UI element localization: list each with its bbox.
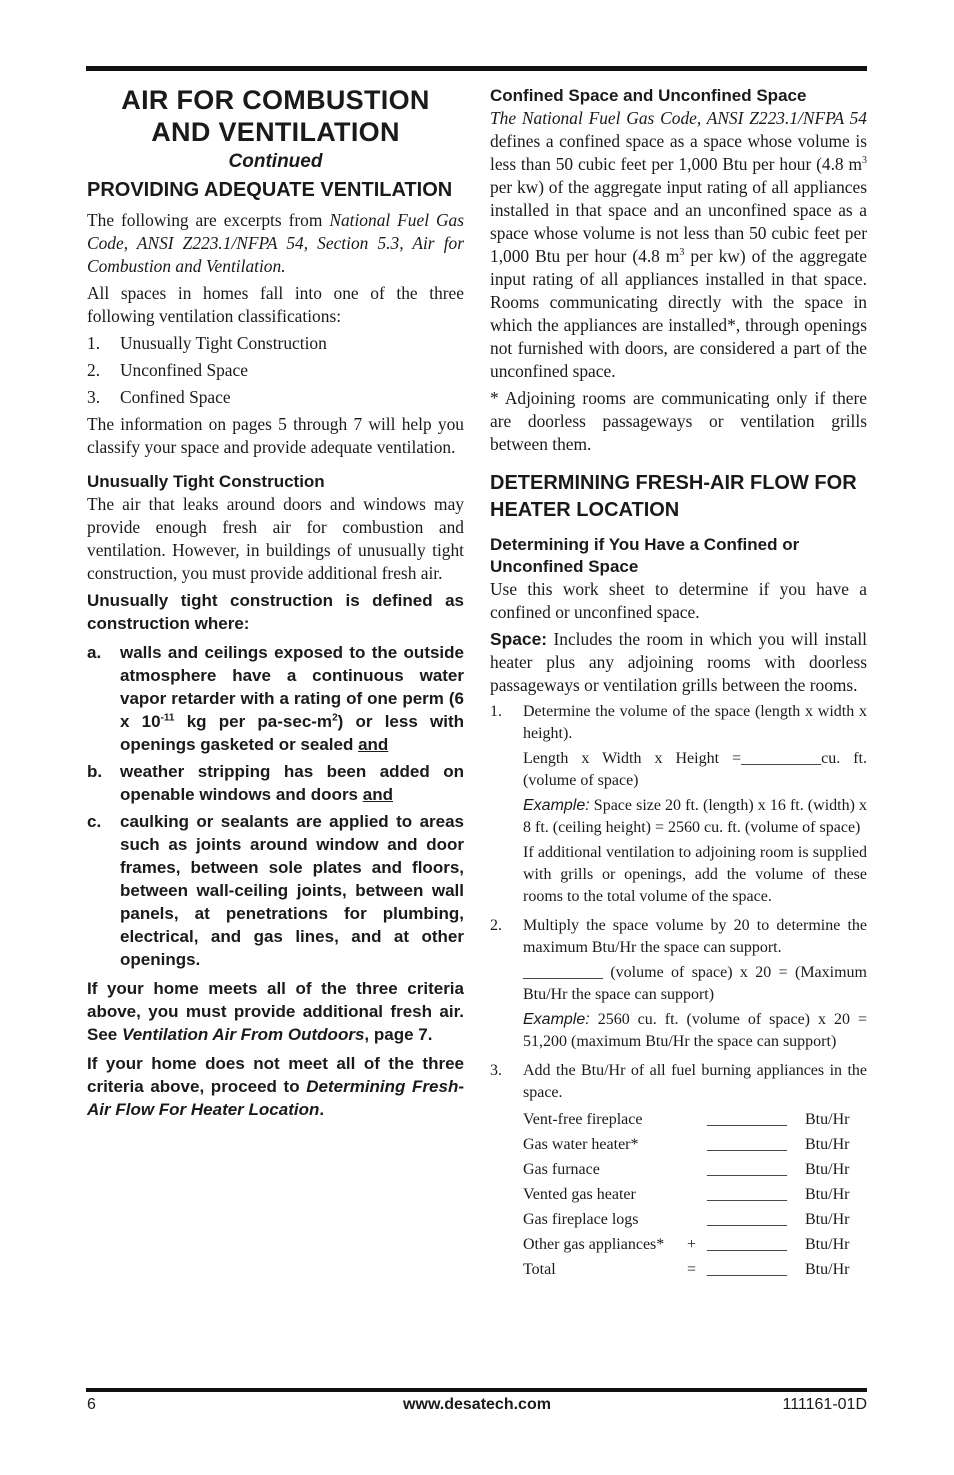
appliance-operator bbox=[687, 1132, 707, 1157]
meets-prefix: If your home meets all of the three criteria above, you must provide additional fresh air. See bbox=[87, 979, 464, 1044]
appliance-row bbox=[523, 1157, 867, 1182]
btu-formula: __________ (volume of space) x 20 = (Maximum Btu/Hr the space can support) bbox=[523, 964, 867, 1003]
notmeet-prefix: If your home does not meet all of the three criteria above, proceed to bbox=[87, 1054, 464, 1096]
notmeet-suffix: . bbox=[319, 1100, 325, 1119]
appliance-blank: __________ bbox=[707, 1236, 787, 1253]
meets-criteria-paragraph bbox=[87, 977, 464, 1046]
step-number: 1. bbox=[490, 703, 502, 720]
appliance-name: Vent-free fireplace bbox=[523, 1111, 643, 1128]
left-column bbox=[87, 84, 464, 1127]
appliance-total-row bbox=[523, 1257, 867, 1282]
worksheet-intro: Use this work sheet to determine if you have a confined or unconfined space. bbox=[490, 579, 867, 622]
right-column bbox=[490, 85, 867, 1286]
appliance-row bbox=[523, 1207, 867, 1232]
criteria-b-and: and bbox=[362, 785, 393, 804]
criteria-a-part1: walls and ceilings exposed to the outside atmosphere have a continuous water vapor retarder with a rating of one perm (6 x 10 bbox=[120, 643, 464, 731]
worksheet-steps bbox=[490, 701, 867, 1282]
appliance-unit: Btu/Hr bbox=[805, 1111, 850, 1128]
appliance-row bbox=[523, 1132, 867, 1157]
document-number: 111161-01D bbox=[782, 1396, 867, 1413]
criteria-a-and: and bbox=[358, 735, 389, 754]
list-number: 2. bbox=[87, 360, 101, 380]
meets-suffix: , page 7. bbox=[364, 1025, 433, 1044]
example-label: Example: bbox=[523, 797, 590, 814]
criteria-item-c bbox=[87, 810, 464, 971]
conf-superscript: 3 bbox=[862, 155, 867, 167]
criteria-a-part3: ) or less with openings gasketed or sealed bbox=[120, 712, 464, 754]
criteria-a-exponent: -11 bbox=[160, 712, 175, 724]
appliance-blank: __________ bbox=[707, 1211, 787, 1228]
title-line-1: AIR FOR COMBUSTION bbox=[121, 85, 430, 115]
conf-citation: The National Fuel Gas Code, ANSI Z223.1/NFPA 54 bbox=[490, 108, 867, 128]
not-meet-criteria-paragraph bbox=[87, 1052, 464, 1121]
appliance-blank: __________ bbox=[707, 1261, 787, 1278]
example-text: Space size 20 ft. (length) x 16 ft. (width) x 8 ft. (ceiling height) = 2560 cu. ft. (volume of space) bbox=[523, 797, 867, 836]
bottom-rule bbox=[86, 1388, 867, 1392]
step-body bbox=[523, 915, 867, 1056]
appliance-blank: __________ bbox=[707, 1186, 787, 1203]
step-1 bbox=[490, 701, 867, 911]
criteria-text: caulking or sealants are applied to areas such as joints around window and door frames, between sole plates and floors, between wall-ceiling joints, between wall panels, at penetrations for plumbing, electrical, and gas lines, and at other openings. bbox=[120, 812, 464, 969]
step-body bbox=[523, 1060, 867, 1282]
determining-heading: DETERMINING FRESH-AIR FLOW FOR HEATER LOCATION bbox=[490, 472, 857, 521]
confined-space-paragraph bbox=[490, 107, 867, 383]
list-number: 1. bbox=[87, 333, 101, 353]
notmeet-reference: Determining Fresh-Air Flow For Heater Location bbox=[87, 1077, 464, 1119]
criteria-text bbox=[120, 760, 464, 806]
list-item bbox=[87, 386, 464, 409]
continued-label: Continued bbox=[228, 151, 323, 172]
criteria-letter: b. bbox=[87, 762, 103, 781]
classification-list bbox=[87, 332, 464, 409]
website-url: www.desatech.com bbox=[403, 1396, 551, 1413]
appliance-unit: Btu/Hr bbox=[805, 1186, 850, 1203]
appliance-operator bbox=[687, 1107, 707, 1132]
conf-text-2: per kw) of the aggregate input rating of all appliances installed in that space and an unconfined space as a space whose volume is not less than 50 cubic feet per 1,000 Btu per hour (4.8 m bbox=[490, 177, 867, 266]
top-rule bbox=[86, 66, 867, 71]
classifications-intro: All spaces in homes fall into one of the three following ventilation classifications: bbox=[87, 283, 464, 326]
criteria-item-a bbox=[87, 641, 464, 756]
appliance-unit: Btu/Hr bbox=[805, 1261, 850, 1278]
appliance-row bbox=[523, 1182, 867, 1207]
step-number: 2. bbox=[490, 917, 502, 934]
step-text: Add the Btu/Hr of all fuel burning appliances in the space. bbox=[523, 1062, 867, 1101]
appliance-operator: + bbox=[687, 1236, 697, 1253]
title-line-2: AND VENTILATION bbox=[151, 117, 400, 147]
intro-citation: National Fuel Gas Code, ANSI Z223.1/NFPA 54, Section 5.3, Air for Combustion and Ventilation. bbox=[87, 210, 464, 276]
appliance-name: Other gas appliances* bbox=[523, 1236, 665, 1253]
conf-text-3: per kw) of the aggregate input rating of all appliances installed in that space. Rooms communicating directly with the space in which the appliances are installed*, through openings not furnished with doors, are considered a part of the unconfined space. bbox=[490, 246, 867, 381]
determining-subheading: Determining if You Have a Confined or Unconfined Space bbox=[490, 535, 800, 576]
appliance-operator bbox=[687, 1182, 707, 1207]
confined-space-heading: Confined Space and Unconfined Space bbox=[490, 86, 807, 105]
appliance-row bbox=[523, 1107, 867, 1132]
utc-definition: Unusually tight construction is defined as construction where: bbox=[87, 591, 464, 633]
appliance-blank: __________ bbox=[707, 1136, 787, 1153]
volume-formula: Length x Width x Height =__________cu. ft. (volume of space) bbox=[523, 750, 867, 789]
example-label: Example: bbox=[523, 1011, 590, 1028]
appliance-operator bbox=[687, 1157, 707, 1182]
example-text: 2560 cu. ft. (volume of space) x 20 = 51,200 (maximum Btu/Hr the space can support) bbox=[523, 1011, 867, 1050]
appliance-blank: __________ bbox=[707, 1161, 787, 1178]
section-title-ventilation: PROVIDING ADEQUATE VENTILATION bbox=[87, 179, 453, 201]
criteria-letter: c. bbox=[87, 812, 102, 831]
list-item bbox=[87, 359, 464, 382]
appliance-unit: Btu/Hr bbox=[805, 1211, 850, 1228]
step-example bbox=[523, 795, 867, 839]
appliance-unit: Btu/Hr bbox=[805, 1161, 850, 1178]
space-definition bbox=[490, 628, 867, 697]
step-3 bbox=[490, 1060, 867, 1282]
list-text: Unconfined Space bbox=[120, 360, 248, 380]
step-text: Determine the volume of the space (length x width x height). bbox=[523, 703, 867, 742]
conf-superscript-2: 3 bbox=[679, 247, 685, 259]
step-body bbox=[523, 701, 867, 911]
list-text: Confined Space bbox=[120, 387, 231, 407]
conf-text-1: defines a confined space as a space whose volume is less than 50 cubic feet per 1,000 Btu per hour (4.8 m bbox=[490, 131, 867, 174]
criteria-a-exponent-2: 2 bbox=[332, 712, 338, 724]
appliance-name: Total bbox=[523, 1261, 556, 1278]
intro-prefix: The following are excerpts from bbox=[87, 210, 330, 230]
appliance-table bbox=[523, 1107, 867, 1282]
appliance-operator: = bbox=[687, 1261, 697, 1278]
classify-help-paragraph: The information on pages 5 through 7 will help you classify your space and provide adequate ventilation. bbox=[87, 414, 464, 457]
list-item bbox=[87, 332, 464, 355]
step-example bbox=[523, 1009, 867, 1053]
page-title bbox=[87, 84, 464, 148]
utc-heading: Unusually Tight Construction bbox=[87, 472, 325, 491]
criteria-item-b bbox=[87, 760, 464, 806]
appliance-blank: __________ bbox=[707, 1111, 787, 1128]
list-number: 3. bbox=[87, 387, 101, 407]
appliance-row bbox=[523, 1232, 867, 1257]
criteria-letter: a. bbox=[87, 643, 102, 662]
utc-paragraph: The air that leaks around doors and windows may provide enough fresh air for combustion and ventilation. However, in buildings of unusually tight construction, you must provide additional fresh air. bbox=[87, 494, 464, 583]
criteria-list bbox=[87, 641, 464, 971]
appliance-name: Gas furnace bbox=[523, 1161, 600, 1178]
intro-paragraph bbox=[87, 209, 464, 278]
step-2 bbox=[490, 915, 867, 1056]
space-label: Space: bbox=[490, 629, 548, 649]
step-number: 3. bbox=[490, 1062, 502, 1079]
additional-ventilation-note: If additional ventilation to adjoining room is supplied with grills or openings, add the volume of these rooms to the total volume of the space. bbox=[523, 844, 867, 905]
appliance-unit: Btu/Hr bbox=[805, 1136, 850, 1153]
criteria-text bbox=[120, 641, 464, 756]
page-number: 6 bbox=[87, 1396, 96, 1413]
step-text: Multiply the space volume by 20 to determine the maximum Btu/Hr the space can support. bbox=[523, 917, 867, 956]
appliance-operator bbox=[687, 1207, 707, 1232]
space-text: Includes the room in which you will install heater plus any adjoining rooms with doorless passageways or ventilation grills between the rooms. bbox=[490, 629, 867, 695]
appliance-name: Vented gas heater bbox=[523, 1186, 636, 1203]
appliance-unit: Btu/Hr bbox=[805, 1236, 850, 1253]
meets-reference: Ventilation Air From Outdoors bbox=[121, 1025, 365, 1044]
criteria-a-part2: kg per pa-sec-m bbox=[174, 712, 333, 731]
list-text: Unusually Tight Construction bbox=[120, 333, 327, 353]
criteria-b-text: weather stripping has been added on openable windows and doors bbox=[120, 762, 464, 804]
appliance-name: Gas fireplace logs bbox=[523, 1211, 639, 1228]
adjoining-rooms-note: * Adjoining rooms are communicating only if there are doorless passageways or ventilation grills between them. bbox=[490, 388, 867, 454]
appliance-name: Gas water heater* bbox=[523, 1136, 639, 1153]
